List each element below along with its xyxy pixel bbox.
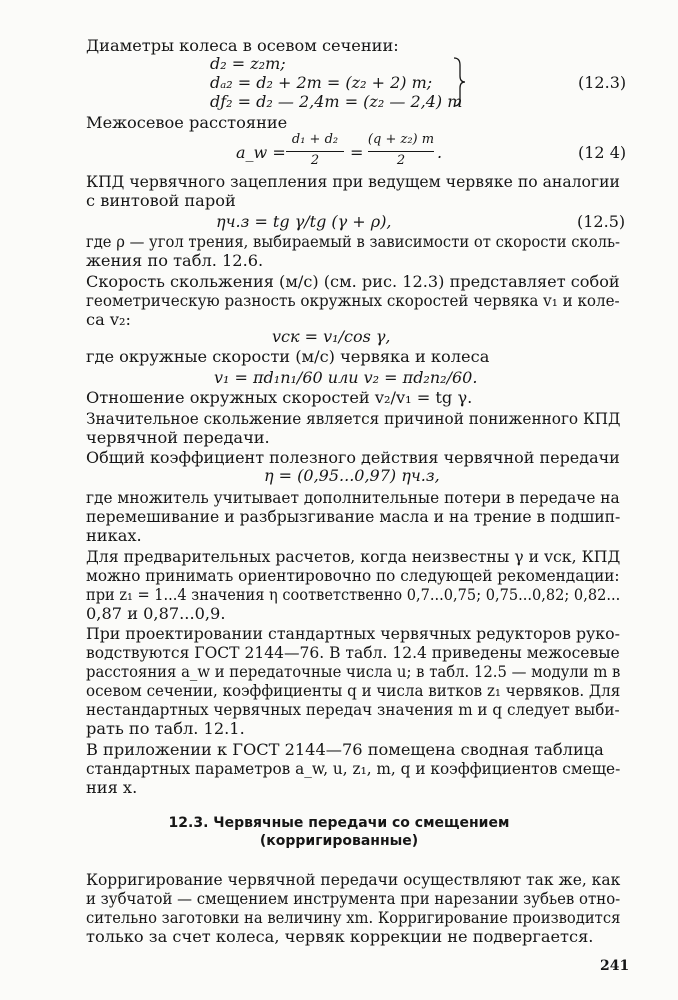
section-heading: 12.3. Червячные передачи со смещением xyxy=(168,815,510,831)
text-line: ния x. xyxy=(86,778,138,797)
equation-line: ηч.з = tg γ/tg (γ + ρ), xyxy=(216,212,392,231)
text-line: и зубчатой — смещением инструмента при нарезании зубьев отно- xyxy=(86,889,621,908)
right-brace-icon xyxy=(452,57,466,107)
fraction-bar xyxy=(286,151,344,152)
text-line: Значительное скольжение является причиной пониженного КПД xyxy=(86,409,621,428)
fraction-denominator: 2 xyxy=(310,153,320,168)
text-line: 0,87 и 0,87...0,9. xyxy=(86,604,226,623)
equation-line: η = (0,95...0,97) ηч.з, xyxy=(264,466,440,485)
equation-lhs: a_w = xyxy=(236,143,286,162)
text-line: можно принимать ориентировочно по следующей рекомендации: xyxy=(86,566,620,585)
equation-number: (12.3) xyxy=(578,73,627,92)
fraction-numerator: (q + z₂) m xyxy=(367,132,435,147)
text-line: КПД червячного зацепления при ведущем червяке по аналогии xyxy=(86,172,620,191)
equation-line: v₁ = πd₁n₁/60 или v₂ = πd₂n₂/60. xyxy=(214,368,478,387)
text-line: са v₂: xyxy=(86,310,131,329)
text-line: При проектировании стандартных червячных редукторов руко- xyxy=(86,624,620,643)
equation-number: (12 4) xyxy=(578,143,627,162)
text-line: Общий коэффициент полезного действия червячной передачи xyxy=(86,448,620,467)
text-line: при z₁ = 1...4 значения η соответственно 0,7...0,75; 0,75...0,82; 0,82... xyxy=(86,585,621,604)
text-line: В приложении к ГОСТ 2144—76 помещена сводная таблица xyxy=(86,740,604,759)
text-line: с винтовой парой xyxy=(86,191,236,210)
text-line: жения по табл. 12.6. xyxy=(86,251,264,270)
text-line: Межосевое расстояние xyxy=(86,113,288,132)
section-heading: (корригированные) xyxy=(259,833,419,849)
page-number: 241 xyxy=(600,958,630,974)
text-line: где множитель учитывает дополнительные потери в передаче на xyxy=(86,488,620,507)
text-line: Корригирование червячной передачи осуществляют так же, как xyxy=(86,870,621,889)
equation-dot: . xyxy=(437,143,443,162)
equation-line: d₂ = z₂m; xyxy=(210,54,286,73)
text-line: червячной передачи. xyxy=(86,428,270,447)
equation-line: vск = v₁/cos γ, xyxy=(272,327,391,346)
text-line: нестандартных червячных передач значения m и q следует выби- xyxy=(86,700,620,719)
text-line: перемешивание и разбрызгивание масла и на трение в подшип- xyxy=(86,507,621,526)
text-line: осевом сечении, коэффициенты q и числа витков z₁ червяков. Для xyxy=(86,681,621,700)
equation-number: (12.5) xyxy=(577,212,626,231)
text-line: Скорость скольжения (м/с) (см. рис. 12.3) представляет собой xyxy=(86,272,620,291)
text-line: водствуются ГОСТ 2144—76. В табл. 12.4 приведены межосевые xyxy=(86,643,620,662)
text-line: никах. xyxy=(86,526,142,545)
text-line: Диаметры колеса в осевом сечении: xyxy=(86,36,399,55)
equation-line: dƒ₂ = d₂ — 2,4m = (z₂ — 2,4) m xyxy=(210,92,463,111)
text-line: где ρ — угол трения, выбираемый в зависимости от скорости сколь- xyxy=(86,232,620,251)
text-line: рать по табл. 12.1. xyxy=(86,719,245,738)
equation-eq: = xyxy=(350,143,364,162)
text-line: Для предварительных расчетов, когда неизвестны γ и vск, КПД xyxy=(86,547,621,566)
text-line: стандартных параметров a_w, u, z₁, m, q и коэффициентов смеще- xyxy=(86,759,621,778)
text-line: расстояния a_w и передаточные числа u; в табл. 12.5 — модули m в xyxy=(86,662,621,681)
text-line: сительно заготовки на величину xm. Корригирование производится xyxy=(86,908,621,927)
text-line: геометрическую разность окружных скоростей червяка v₁ и коле- xyxy=(86,291,620,310)
fraction-denominator: 2 xyxy=(396,153,406,168)
equation-line: dₐ₂ = d₂ + 2m = (z₂ + 2) m; xyxy=(210,73,433,92)
fraction-bar xyxy=(368,151,434,152)
text-line: Отношение окружных скоростей v₂/v₁ = tg γ. xyxy=(86,388,473,407)
text-line: где окружные скорости (м/с) червяка и колеса xyxy=(86,347,490,366)
fraction-numerator: d₁ + d₂ xyxy=(291,132,339,147)
text-line: только за счет колеса, червяк коррекции не подвергается. xyxy=(86,927,594,946)
